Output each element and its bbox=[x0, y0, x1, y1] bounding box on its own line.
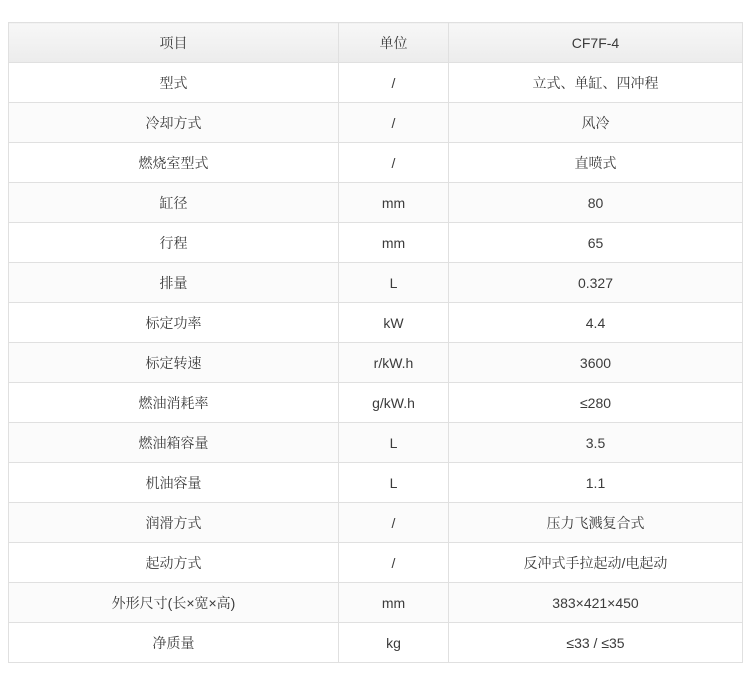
cell-value: 反冲式手拉起动/电起动 bbox=[449, 543, 743, 583]
cell-unit: L bbox=[339, 463, 449, 503]
table-row bbox=[9, 303, 743, 343]
cell-unit: mm bbox=[339, 223, 449, 263]
cell-item: 冷却方式 bbox=[9, 103, 339, 143]
cell-unit: / bbox=[339, 103, 449, 143]
cell-item: 缸径 bbox=[9, 183, 339, 223]
cell-unit: L bbox=[339, 423, 449, 463]
table-row bbox=[9, 423, 743, 463]
cell-unit: / bbox=[339, 543, 449, 583]
column-header-model: CF7F-4 bbox=[449, 23, 743, 63]
cell-value: 压力飞溅复合式 bbox=[449, 503, 743, 543]
cell-value: 80 bbox=[449, 183, 743, 223]
cell-unit: mm bbox=[339, 183, 449, 223]
cell-unit: L bbox=[339, 263, 449, 303]
table-row bbox=[9, 543, 743, 583]
cell-unit: kW bbox=[339, 303, 449, 343]
cell-unit: g/kW.h bbox=[339, 383, 449, 423]
cell-value: ≤33 / ≤35 bbox=[449, 623, 743, 663]
table-row bbox=[9, 103, 743, 143]
cell-value: 4.4 bbox=[449, 303, 743, 343]
cell-item: 润滑方式 bbox=[9, 503, 339, 543]
cell-value: ≤280 bbox=[449, 383, 743, 423]
cell-item: 型式 bbox=[9, 63, 339, 103]
table-header-row bbox=[9, 23, 743, 63]
cell-value: 直喷式 bbox=[449, 143, 743, 183]
table-header bbox=[9, 23, 743, 63]
cell-value: 立式、单缸、四冲程 bbox=[449, 63, 743, 103]
table-row bbox=[9, 263, 743, 303]
cell-unit: kg bbox=[339, 623, 449, 663]
table-row bbox=[9, 623, 743, 663]
cell-item: 净质量 bbox=[9, 623, 339, 663]
cell-item: 起动方式 bbox=[9, 543, 339, 583]
engine-specification-table bbox=[8, 22, 743, 663]
column-header-unit: 单位 bbox=[339, 23, 449, 63]
cell-item: 标定功率 bbox=[9, 303, 339, 343]
table-row bbox=[9, 503, 743, 543]
cell-unit: / bbox=[339, 143, 449, 183]
cell-item: 行程 bbox=[9, 223, 339, 263]
cell-value: 3.5 bbox=[449, 423, 743, 463]
cell-item: 燃烧室型式 bbox=[9, 143, 339, 183]
cell-value: 65 bbox=[449, 223, 743, 263]
cell-item: 外形尺寸(长×宽×高) bbox=[9, 583, 339, 623]
cell-unit: mm bbox=[339, 583, 449, 623]
cell-item: 燃油消耗率 bbox=[9, 383, 339, 423]
table-row bbox=[9, 223, 743, 263]
cell-unit: / bbox=[339, 503, 449, 543]
cell-value: 风冷 bbox=[449, 103, 743, 143]
table-row bbox=[9, 143, 743, 183]
cell-unit: / bbox=[339, 63, 449, 103]
table-row bbox=[9, 63, 743, 103]
cell-item: 燃油箱容量 bbox=[9, 423, 339, 463]
cell-value: 0.327 bbox=[449, 263, 743, 303]
column-header-item: 项目 bbox=[9, 23, 339, 63]
cell-item: 标定转速 bbox=[9, 343, 339, 383]
table-row bbox=[9, 583, 743, 623]
table-row bbox=[9, 383, 743, 423]
cell-value: 1.1 bbox=[449, 463, 743, 503]
cell-item: 排量 bbox=[9, 263, 339, 303]
cell-item: 机油容量 bbox=[9, 463, 339, 503]
table-body bbox=[9, 63, 743, 663]
table-row bbox=[9, 463, 743, 503]
cell-value: 383×421×450 bbox=[449, 583, 743, 623]
cell-unit: r/kW.h bbox=[339, 343, 449, 383]
cell-value: 3600 bbox=[449, 343, 743, 383]
table-row bbox=[9, 183, 743, 223]
table-row bbox=[9, 343, 743, 383]
